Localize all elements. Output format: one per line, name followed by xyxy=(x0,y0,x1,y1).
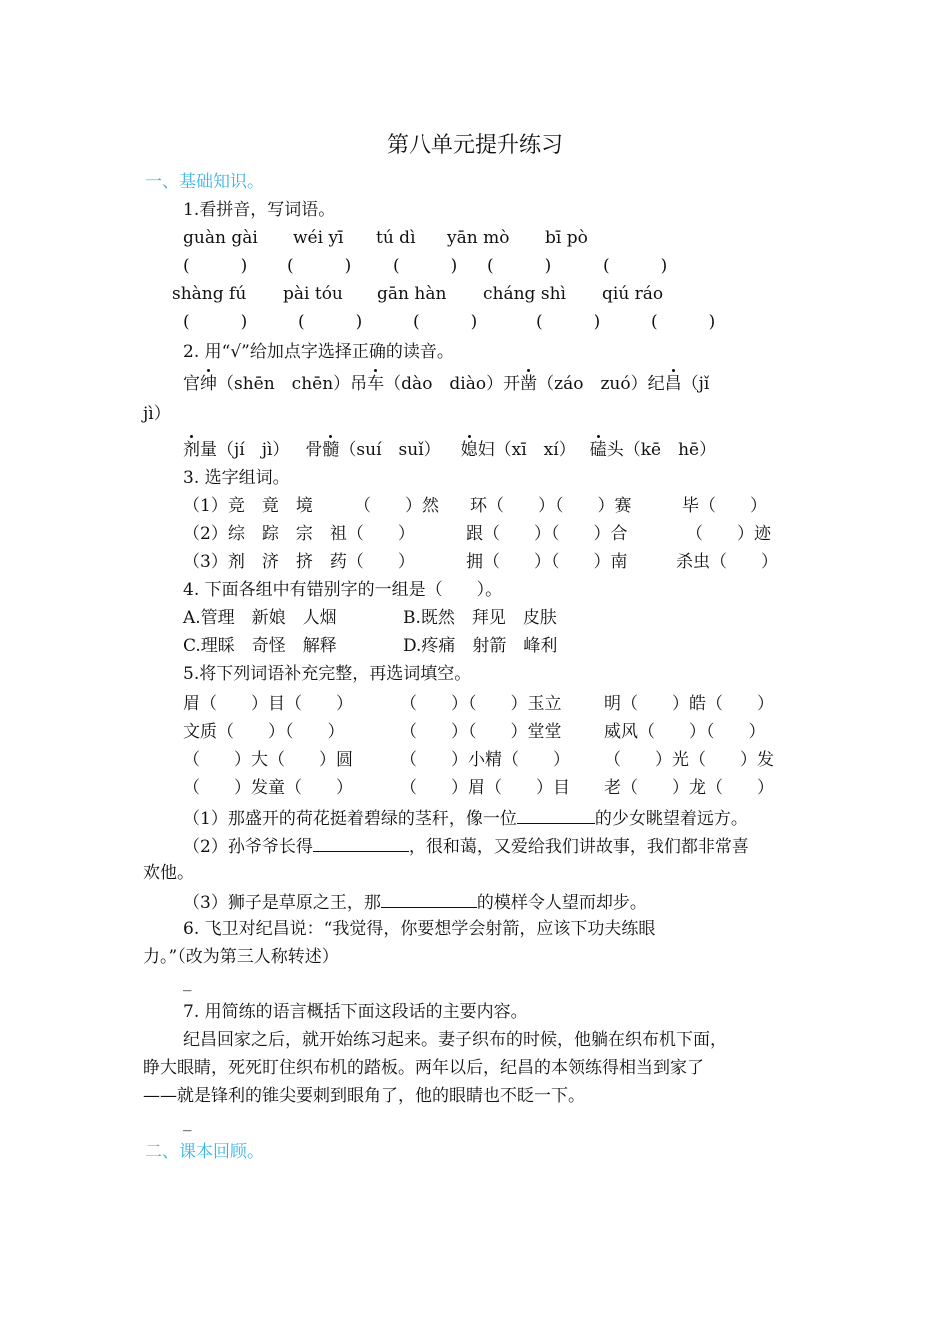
q4-option-b: B.既然 拜见 皮肤 xyxy=(403,608,557,628)
pinyin-4: yān mò xyxy=(447,228,510,248)
answer-paren: ( ) xyxy=(183,312,248,332)
pinyin-7: pài tóu xyxy=(283,284,343,304)
answer-paren: ( ) xyxy=(393,256,458,276)
pinyin-3: tú dì xyxy=(376,228,416,248)
dotted-char: 媳 xyxy=(460,440,478,460)
pinyin-8: gān hàn xyxy=(377,284,447,304)
pinyin-1: guàn gài xyxy=(183,228,258,248)
q5-sentence-3: （3）狮子是草原之王，那 的模样令人望而却步。 xyxy=(183,889,647,915)
answer-paren: ( ) xyxy=(298,312,363,332)
q5-prompt: 5.将下列词语补充完整，再选词填空。 xyxy=(183,664,472,684)
answer-paren: ( ) xyxy=(536,312,601,332)
pinyin-2: wéi yī xyxy=(293,228,344,248)
idiom-group: （ ）大（ ）圆 xyxy=(183,750,353,770)
idiom-group: 眉（ ）目（ ） xyxy=(183,694,353,714)
answer-paren: ( ) xyxy=(487,256,552,276)
q3-row-1-d: 毕（ ） xyxy=(682,496,767,516)
q7-prompt: 7. 用简练的语言概括下面这段话的主要内容。 xyxy=(183,1002,528,1022)
section-1-heading: 一、基础知识。 xyxy=(145,172,264,192)
q3-row-3-b: 拥（ ）（ ）南 xyxy=(466,552,628,572)
q5-sentence-1: （1）那盛开的荷花挺着碧绿的茎秆，像一位 的少女眺望着远方。 xyxy=(183,805,748,831)
fill-blank[interactable] xyxy=(381,889,477,908)
dotted-char: 绅 xyxy=(200,374,217,394)
q7-paragraph-line-2: 睁大眼睛，死死盯住织布机的踏板。两年以后，纪昌的本领练得相当到家了 xyxy=(143,1058,704,1078)
pinyin-9: cháng shì xyxy=(483,284,566,304)
q3-prompt: 3. 选字组词。 xyxy=(183,468,290,488)
idiom-group: （ ）光（ ）发 xyxy=(604,750,774,770)
q7-paragraph-line-1: 纪昌回家之后，就开始练习起来。妻子织布的时候，他躺在织布机下面， xyxy=(183,1030,727,1050)
q4-prompt: 4. 下面各组中有错别字的一组是（ ）。 xyxy=(183,580,503,600)
q7-answer-line[interactable]: _ xyxy=(183,1112,192,1132)
dotted-char: 车 xyxy=(367,374,385,394)
idiom-group: 老（ ）龙（ ） xyxy=(604,778,774,798)
q1-prompt: 1.看拼音，写词语。 xyxy=(183,200,336,220)
idiom-group: 文质（ ）（ ） xyxy=(183,722,345,742)
q3-row-2-b: 跟（ ）（ ）合 xyxy=(466,524,628,544)
dotted-char: 凿 xyxy=(520,374,538,394)
idiom-group: （ ）（ ）堂堂 xyxy=(400,722,562,742)
section-2-heading: 二、课本回顾。 xyxy=(145,1142,264,1162)
dotted-char: 磕 xyxy=(589,440,607,460)
q2-prompt: 2. 用“√”给加点字选择正确的读音。 xyxy=(183,342,454,362)
q2-line-2: 剂量（jí jì） 骨髓（suí suǐ） 媳妇（xī xí） 磕头（kē hē） xyxy=(183,440,717,460)
q3-row-2-c: （ ）迹 xyxy=(686,524,771,544)
q4-option-c: C.理睬 奇怪 解释 xyxy=(183,636,337,656)
q3-row-1-c: 环（ ）（ ）赛 xyxy=(470,496,632,516)
fill-blank[interactable] xyxy=(313,833,409,852)
q5-sentence-2-wrap: 欢他。 xyxy=(143,863,194,883)
q5-sentence-2: （2）孙爷爷长得 ，很和蔼，又爱给我们讲故事，我们都非常喜 xyxy=(183,833,749,859)
idiom-group: （ ）眉（ ）目 xyxy=(400,778,570,798)
pinyin-10: qiú ráo xyxy=(602,284,664,304)
fill-blank[interactable] xyxy=(517,805,595,824)
q3-row-2-a: （2）综 踪 宗 祖（ ） xyxy=(183,524,415,544)
answer-paren: ( ) xyxy=(603,256,668,276)
pinyin-5: bī pò xyxy=(545,228,588,248)
answer-paren: ( ) xyxy=(287,256,352,276)
answer-paren: ( ) xyxy=(413,312,478,332)
idiom-group: （ ）小精（ ） xyxy=(400,750,570,770)
dotted-char: 剂 xyxy=(183,440,200,460)
q6-answer-line[interactable]: _ xyxy=(183,972,192,992)
q3-row-1-b: （ ）然 xyxy=(354,496,439,516)
answer-paren: ( ) xyxy=(651,312,716,332)
idiom-group: （ ）发童（ ） xyxy=(183,778,353,798)
answer-paren: ( ) xyxy=(183,256,248,276)
pinyin-6: shàng fú xyxy=(172,284,247,304)
q6-line-1: 6. 飞卫对纪昌说：“我觉得，你要想学会射箭，应该下功夫练眼 xyxy=(183,919,656,939)
q7-paragraph-line-3: ——就是锋利的锥尖要刺到眼角了，他的眼睛也不眨一下。 xyxy=(143,1086,585,1106)
dotted-char: 昌 xyxy=(664,374,682,394)
q3-row-1-a: （1）竞 竟 境 xyxy=(183,496,313,516)
idiom-group: 威风（ ）（ ） xyxy=(604,722,766,742)
idiom-group: 明（ ）皓（ ） xyxy=(604,694,774,714)
q4-option-d: D.疼痛 射箭 峰利 xyxy=(403,636,558,656)
q3-row-3-a: （3）剂 济 挤 药（ ） xyxy=(183,552,415,572)
idiom-group: （ ）（ ）玉立 xyxy=(400,694,562,714)
q2-line-1: 官绅（shēn chēn）吊车（dào diào）开凿（záo zuó）纪昌（jǐ xyxy=(183,374,710,394)
q3-row-3-c: 杀虫（ ） xyxy=(676,552,778,572)
q6-line-2: 力。”（改为第三人称转述） xyxy=(143,947,339,967)
q4-option-a: A.管理 新娘 人烟 xyxy=(183,608,337,628)
page-title: 第八单元提升练习 xyxy=(386,133,563,158)
q2-line-1-wrap: jì） xyxy=(143,404,171,424)
dotted-char: 髓 xyxy=(322,440,340,460)
